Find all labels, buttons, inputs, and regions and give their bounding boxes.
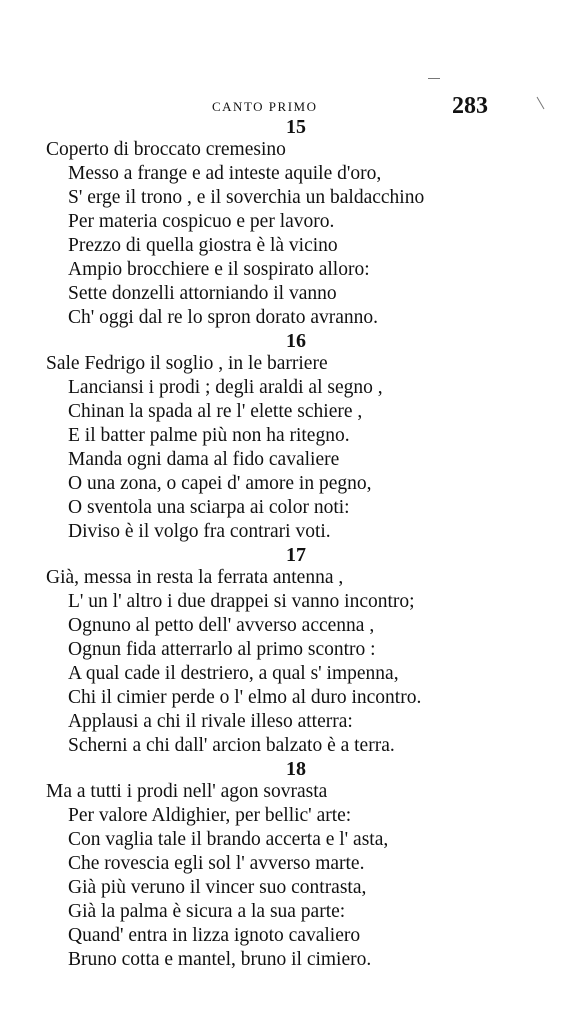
- verse-line: Con vaglia tale il brando accerta e l' asta,: [68, 829, 389, 850]
- verse-line: Ognun fida atterrarlo al primo scontro :: [68, 639, 376, 660]
- running-head: CANTO PRIMO: [212, 99, 318, 114]
- stanza-number: 18: [286, 758, 306, 780]
- verse-line: Prezzo di quella giostra è là vicino: [68, 235, 338, 256]
- page-number: 283: [452, 93, 488, 119]
- verse-line: Ognuno al petto dell' avverso accenna ,: [68, 615, 375, 636]
- verse-line: Già più veruno il vincer suo contrasta,: [68, 877, 367, 898]
- verse-line: Che rovescia egli sol l' avverso marte.: [68, 853, 365, 874]
- verse-line: E il batter palme più non ha ritegno.: [68, 425, 350, 446]
- verse-line: Sette donzelli attorniando il vanno: [68, 283, 337, 304]
- verse-line: Per materia cospicuo e per lavoro.: [68, 211, 335, 232]
- verse-line: Ma a tutti i prodi nell' agon sovrasta: [46, 781, 328, 802]
- verse-line: Scherni a chi dall' arcion balzato è a terra.: [68, 735, 395, 756]
- stanza: [0, 758, 572, 972]
- verse-line: O una zona, o capei d' amore in pegno,: [68, 473, 372, 494]
- verse-line: S' erge il trono , e il soverchia un baldacchino: [68, 187, 425, 208]
- verse-line: Lanciansi i prodi ; degli araldi al segno ,: [68, 377, 383, 398]
- verse-line: Chi il cimier perde o l' elmo al duro incontro.: [68, 687, 422, 708]
- verse-line: O sventola una sciarpa ai color noti:: [68, 497, 350, 518]
- verse-line: Ch' oggi dal re lo spron dorato avranno.: [68, 307, 379, 328]
- verse-line: Bruno cotta e mantel, bruno il cimiero.: [68, 949, 372, 970]
- verse-line: A qual cade il destriero, a qual s' impenna,: [68, 663, 399, 684]
- poem-body: [0, 116, 572, 972]
- stanza: [0, 544, 572, 758]
- stanza-number: 15: [286, 116, 306, 138]
- verse-line: Diviso è il volgo fra contrari voti.: [68, 521, 331, 542]
- scan-mark: [428, 78, 440, 79]
- verse-line: Manda ogni dama al fido cavaliere: [68, 449, 340, 470]
- verse-line: Chinan la spada al re l' elette schiere ,: [68, 401, 363, 422]
- verse-line: Ampio brocchiere e il sospirato alloro:: [68, 259, 370, 280]
- verse-line: Quand' entra in lizza ignoto cavaliero: [68, 925, 361, 946]
- verse-line: L' un l' altro i due drappei si vanno incontro;: [68, 591, 415, 612]
- verse-line: Già la palma è sicura a la sua parte:: [68, 901, 346, 922]
- verse-line: Messo a frange e ad inteste aquile d'oro,: [68, 163, 382, 184]
- stanza: [0, 116, 572, 330]
- verse-line: Già, messa in resta la ferrata antenna ,: [46, 567, 344, 588]
- stanza-number: 16: [286, 330, 306, 352]
- verse-line: Per valore Aldighier, per bellic' arte:: [68, 805, 352, 826]
- stanza-number: 17: [286, 544, 306, 566]
- verse-line: Applausi a chi il rivale illeso atterra:: [68, 711, 353, 732]
- verse-line: Sale Fedrigo il soglio , in le barriere: [46, 353, 328, 374]
- verse-line: Coperto di broccato cremesino: [46, 139, 286, 160]
- stanza: [0, 330, 572, 544]
